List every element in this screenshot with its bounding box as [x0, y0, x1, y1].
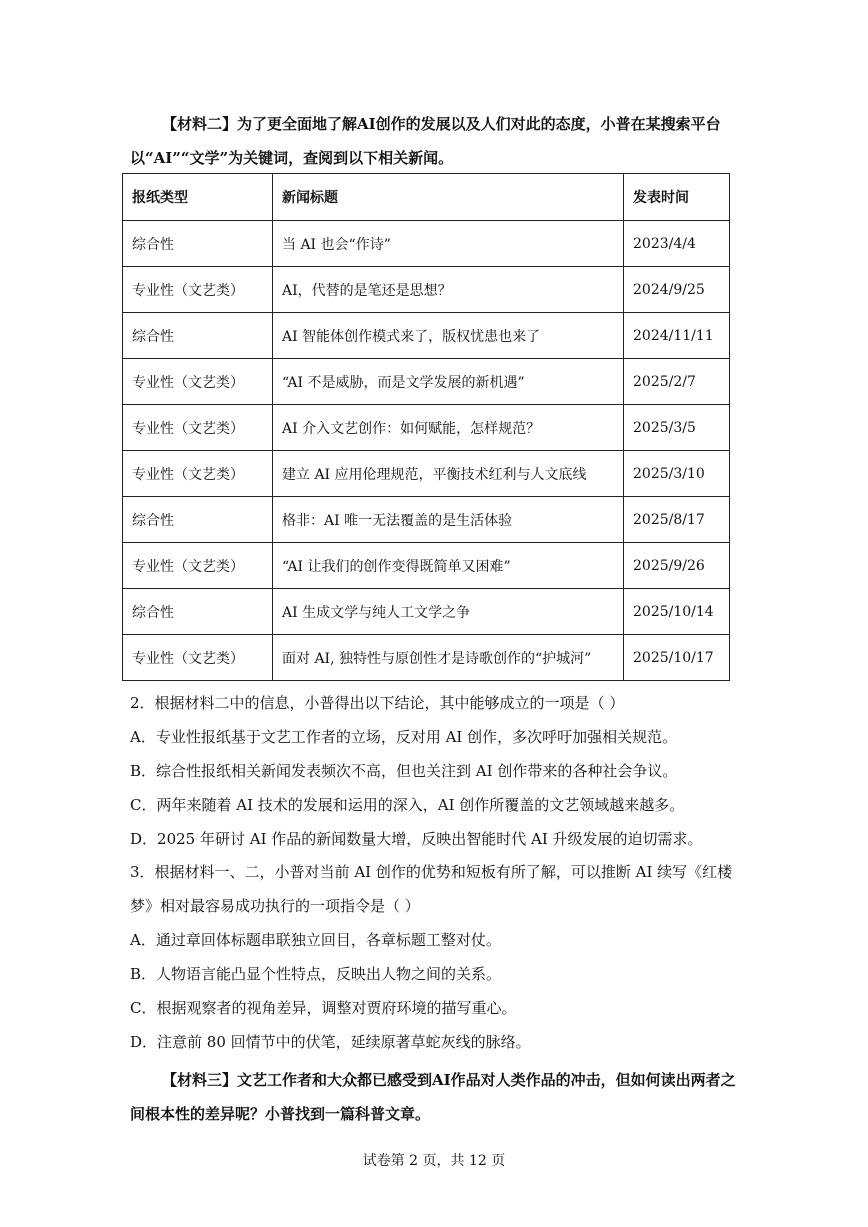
header-news-title: 新闻标题: [273, 174, 624, 221]
question-3-option-b: B．人物语言能凸显个性特点，反映出人物之间的关系。: [130, 965, 502, 983]
cell-news-title: 面对 AI, 独特性与原创性才是诗歌创作的“护城河”: [273, 635, 624, 681]
cell-news-title: 建立 AI 应用伦理规范，平衡技术红利与人文底线: [273, 451, 624, 497]
cell-publish-date: 2024/11/11: [624, 313, 730, 359]
material-three-label: 【材料三】: [162, 1071, 238, 1089]
table-row: [123, 635, 730, 681]
cell-paper-type: 专业性（文艺类）: [123, 451, 273, 497]
cell-publish-date: 2025/2/7: [624, 359, 730, 405]
page-footer: 试卷第 2 页，共 12 页: [362, 1153, 506, 1169]
cell-news-title: AI，代替的是笔还是思想？: [273, 267, 624, 313]
table-row: [123, 543, 730, 589]
question-3-option-c: C．根据观察者的视角差异，调整对贾府环境的描写重心。: [130, 999, 517, 1017]
header-paper-type: 报纸类型: [123, 174, 273, 221]
cell-news-title: AI 介入文艺创作：如何赋能，怎样规范？: [273, 405, 624, 451]
material-three-intro: [130, 1063, 742, 1131]
news-table: [122, 173, 730, 681]
question-3: [130, 855, 742, 1059]
cell-publish-date: 2025/10/17: [624, 635, 730, 681]
cell-publish-date: 2025/8/17: [624, 497, 730, 543]
cell-paper-type: 综合性: [123, 221, 273, 267]
cell-paper-type: 综合性: [123, 589, 273, 635]
question-3-option-a: A．通过章回体标题串联独立回目，各章标题工整对仗。: [130, 931, 501, 949]
cell-paper-type: 综合性: [123, 313, 273, 359]
cell-news-title: 格非：AI 唯一无法覆盖的是生活体验: [273, 497, 624, 543]
question-2-option-a: A．专业性报纸基于文艺工作者的立场，反对用 AI 创作，多次呼吁加强相关规范。: [130, 728, 678, 746]
table-row: [123, 221, 730, 267]
cell-paper-type: 专业性（文艺类）: [123, 267, 273, 313]
table-row: [123, 589, 730, 635]
cell-paper-type: 专业性（文艺类）: [123, 543, 273, 589]
cell-news-title: “AI 不是威胁，而是文学发展的新机遇”: [273, 359, 624, 405]
question-2: [130, 686, 742, 856]
table-row: [123, 497, 730, 543]
material-two-text: 为了更全面地了解AI创作的发展以及人们对此的态度，小普在某搜索平台以“AI”“文学”为关键词，查阅到以下相关新闻。: [130, 115, 721, 167]
cell-publish-date: 2025/3/10: [624, 451, 730, 497]
material-three-text: 文艺工作者和大众都已感受到AI作品对人类作品的冲击，但如何读出两者之间根本性的差异呢？小普找到一篇科普文章。: [130, 1071, 736, 1123]
material-two-label: 【材料二】: [162, 115, 238, 133]
table-header-row: [123, 174, 730, 221]
cell-paper-type: 专业性（文艺类）: [123, 635, 273, 681]
cell-publish-date: 2023/4/4: [624, 221, 730, 267]
cell-paper-type: 专业性（文艺类）: [123, 405, 273, 451]
cell-publish-date: 2025/10/14: [624, 589, 730, 635]
cell-news-title: AI 生成文学与纯人工文学之争: [273, 589, 624, 635]
table-row: [123, 359, 730, 405]
cell-publish-date: 2025/3/5: [624, 405, 730, 451]
table-row: [123, 267, 730, 313]
table-row: [123, 313, 730, 359]
question-3-option-d: D．注意前 80 回情节中的伏笔，延续原著草蛇灰线的脉络。: [130, 1033, 531, 1051]
question-2-stem: 2．根据材料二中的信息，小普得出以下结论，其中能够成立的一项是（ ）: [130, 694, 625, 712]
cell-news-title: 当 AI 也会“作诗”: [273, 221, 624, 267]
question-2-option-c: C．两年来随着 AI 技术的发展和运用的深入，AI 创作所覆盖的文艺领域越来越多。: [130, 796, 685, 814]
cell-publish-date: 2025/9/26: [624, 543, 730, 589]
header-publish-date: 发表时间: [624, 174, 730, 221]
cell-paper-type: 综合性: [123, 497, 273, 543]
cell-news-title: AI 智能体创作模式来了，版权忧患也来了: [273, 313, 624, 359]
cell-paper-type: 专业性（文艺类）: [123, 359, 273, 405]
question-2-option-b: B．综合性报纸相关新闻发表频次不高，但也关注到 AI 创作带来的各种社会争议。: [130, 762, 678, 780]
cell-news-title: “AI 让我们的创作变得既简单又困难”: [273, 543, 624, 589]
question-3-stem: 3．根据材料一、二，小普对当前 AI 创作的优势和短板有所了解，可以推断 AI 续写《红楼梦》相对最容易成功执行的一项指令是（ ）: [130, 863, 733, 915]
table-row: [123, 451, 730, 497]
cell-publish-date: 2024/9/25: [624, 267, 730, 313]
question-2-option-d: D．2025 年研讨 AI 作品的新闻数量大增，反映出智能时代 AI 升级发展的迫切需求。: [130, 830, 703, 848]
material-two-intro: [130, 107, 742, 175]
table-row: [123, 405, 730, 451]
